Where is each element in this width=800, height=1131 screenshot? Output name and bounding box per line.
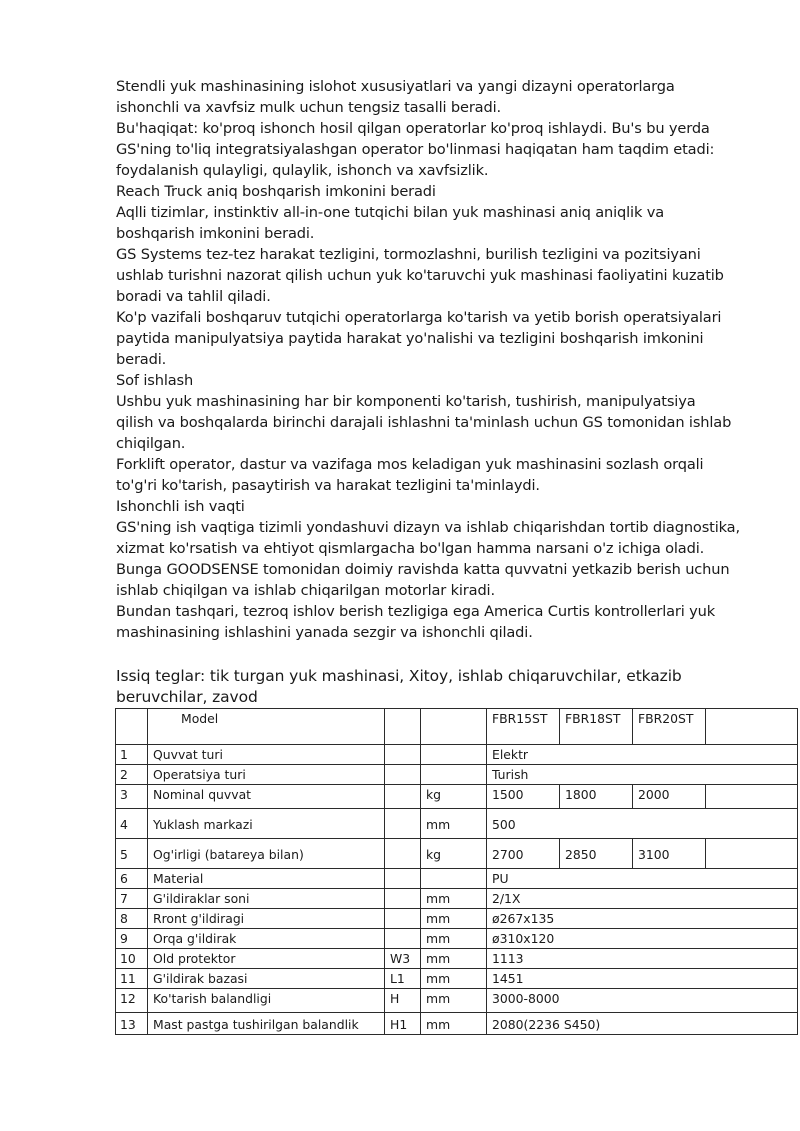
spec-header-model: Model — [148, 709, 385, 745]
spec-row-label: G'ildirak bazasi — [148, 969, 385, 989]
spec-row-label: G'ildiraklar soni — [148, 889, 385, 909]
article-line: Sof ishlash — [116, 372, 194, 389]
article-line: boradi va tahlil qiladi. — [116, 288, 271, 305]
spec-row — [116, 889, 798, 909]
spec-row-code — [385, 765, 421, 785]
spec-row-number: 4 — [116, 809, 148, 839]
article-line: Ushbu yuk mashinasining har bir komponenti ko'tarish, tushirish, manipulyatsiya — [116, 393, 696, 410]
spec-row — [116, 949, 798, 969]
article-line: paytida manipulyatsiya paytida harakat yo'nalishi va tezligini boshqarish imkonini — [116, 330, 704, 347]
spec-row-unit: mm — [421, 969, 487, 989]
spec-row-unit — [421, 869, 487, 889]
spec-row-value: Turish — [487, 765, 798, 785]
article-line: Ishonchli ish vaqti — [116, 498, 245, 515]
spec-row — [116, 785, 798, 809]
spec-value-fbr18st: 2850 — [560, 839, 633, 869]
spec-row-number: 7 — [116, 889, 148, 909]
spec-header-code — [385, 709, 421, 745]
spec-row — [116, 839, 798, 869]
spec-row-unit — [421, 765, 487, 785]
spec-row-unit: kg — [421, 839, 487, 869]
spec-row-number: 12 — [116, 989, 148, 1013]
spec-row-number: 8 — [116, 909, 148, 929]
spec-row — [116, 765, 798, 785]
article-line: Reach Truck aniq boshqarish imkonini beradi — [116, 183, 436, 200]
spec-row-unit: mm — [421, 989, 487, 1013]
spec-row-unit: kg — [421, 785, 487, 809]
spec-value-fbr20st: 2000 — [633, 785, 706, 809]
spec-row-label: Old protektor — [148, 949, 385, 969]
spec-row-unit: mm — [421, 889, 487, 909]
spec-row — [116, 989, 798, 1013]
spec-row-value: 1113 — [487, 949, 798, 969]
spec-row-label: Material — [148, 869, 385, 889]
spec-row-code — [385, 785, 421, 809]
spec-row-label: Operatsiya turi — [148, 765, 385, 785]
spec-row-label: Yuklash markazi — [148, 809, 385, 839]
article-line: xizmat ko'rsatish va ehtiyot qismlargacha bo'lgan hamma narsani o'z ichiga oladi. — [116, 540, 705, 557]
spec-row-value: PU — [487, 869, 798, 889]
spec-header-unit — [421, 709, 487, 745]
spec-header-row — [116, 709, 798, 745]
article-line: Stendli yuk mashinasining islohot xususiyatlari va yangi dizayni operatorlarga — [116, 78, 675, 95]
spec-row-code: L1 — [385, 969, 421, 989]
spec-row-number: 5 — [116, 839, 148, 869]
spec-row-value: 3000-8000 — [487, 989, 798, 1013]
spec-row-value: 500 — [487, 809, 798, 839]
spec-row-number: 10 — [116, 949, 148, 969]
article-line: Ko'p vazifali boshqaruv tutqichi operatorlarga ko'tarish va yetib borish operatsiyalari — [116, 309, 722, 326]
spec-row-value: ø267x135 — [487, 909, 798, 929]
article-line: Aqlli tizimlar, instinktiv all-in-one tutqichi bilan yuk mashinasi aniq aniqlik va — [116, 204, 665, 221]
spec-row — [116, 969, 798, 989]
spec-header-fbr15st: FBR15ST — [487, 709, 560, 745]
article-line: GS'ning ish vaqtiga tizimli yondashuvi dizayn va ishlab chiqarishdan tortib diagnostika, — [116, 519, 740, 536]
spec-row-number: 3 — [116, 785, 148, 809]
spec-header-num — [116, 709, 148, 745]
spec-value-fbr15st: 2700 — [487, 839, 560, 869]
spec-row-unit: mm — [421, 909, 487, 929]
spec-row-code — [385, 909, 421, 929]
spec-row-unit: mm — [421, 929, 487, 949]
spec-header-fbr18st: FBR18ST — [560, 709, 633, 745]
spec-row-code: H1 — [385, 1013, 421, 1035]
article-line: boshqarish imkonini beradi. — [116, 225, 315, 242]
article-line: ishonchli va xavfsiz mulk uchun tengsiz tasalli beradi. — [116, 99, 501, 116]
spec-row-code: W3 — [385, 949, 421, 969]
spec-row-value: ø310x120 — [487, 929, 798, 949]
spec-row-label: Ko'tarish balandligi — [148, 989, 385, 1013]
hot-tags-line-1: Issiq teglar: tik turgan yuk mashinasi, Xitoy, ishlab chiqaruvchilar, etkazib — [116, 667, 682, 685]
spec-row — [116, 869, 798, 889]
spec-row-number: 1 — [116, 745, 148, 765]
spec-row-label: Rront g'ildiragi — [148, 909, 385, 929]
spec-row-number: 2 — [116, 765, 148, 785]
spec-row-label: Mast pastga tushirilgan balandlik — [148, 1013, 385, 1035]
spec-row-label: Og'irligi (batareya bilan) — [148, 839, 385, 869]
spec-row-code: H — [385, 989, 421, 1013]
spec-header-fbr20st: FBR20ST — [633, 709, 706, 745]
hot-tags-line-2: beruvchilar, zavod — [116, 688, 258, 706]
spec-row — [116, 909, 798, 929]
spec-row-label: Orqa g'ildirak — [148, 929, 385, 949]
article-body — [116, 76, 756, 643]
article-line: ishlab chiqilgan va ishlab chiqarilgan motorlar kiradi. — [116, 582, 495, 599]
spec-row-code — [385, 745, 421, 765]
article-line: GS'ning to'liq integratsiyalashgan operator bo'linmasi haqiqatan ham taqdim etadi: — [116, 141, 715, 158]
article-line: Forklift operator, dastur va vazifaga mos keladigan yuk mashinasini sozlash orqali — [116, 456, 704, 473]
article-line: ushlab turishni nazorat qilish uchun yuk ko'taruvchi yuk mashinasi faoliyatini kuzatib — [116, 267, 724, 284]
article-line: chiqilgan. — [116, 435, 186, 452]
spec-row-value: 2080(2236 S450) — [487, 1013, 798, 1035]
article-line: qilish va boshqalarda birinchi darajali ishlashni ta'minlash uchun GS tomonidan ishlab — [116, 414, 732, 431]
article-line: Bu'haqiqat: ko'proq ishonch hosil qilgan operatorlar ko'proq ishlaydi. Bu's bu yerda — [116, 120, 710, 137]
spec-row-unit — [421, 745, 487, 765]
spec-row-code — [385, 839, 421, 869]
spec-value-fbr20st: 3100 — [633, 839, 706, 869]
spec-row-unit: mm — [421, 949, 487, 969]
article-line: Bundan tashqari, tezroq ishlov berish tezligiga ega America Curtis kontrollerlari yuk — [116, 603, 716, 620]
spec-value-fbr15st: 1500 — [487, 785, 560, 809]
spec-row-value: Elektr — [487, 745, 798, 765]
hot-tags — [116, 666, 716, 708]
spec-row-code — [385, 889, 421, 909]
spec-table-body — [116, 709, 798, 1035]
spec-row — [116, 745, 798, 765]
spec-row — [116, 809, 798, 839]
article-line: to'g'ri ko'tarish, pasaytirish va harakat tezligini ta'minlaydi. — [116, 477, 540, 494]
spec-row-label: Nominal quvvat — [148, 785, 385, 809]
spec-row — [116, 929, 798, 949]
spec-value-fbr18st: 1800 — [560, 785, 633, 809]
spec-row-number: 9 — [116, 929, 148, 949]
article-line: beradi. — [116, 351, 167, 368]
spec-row-code — [385, 809, 421, 839]
spec-row — [116, 1013, 798, 1035]
article-line: GS Systems tez-tez harakat tezligini, tormozlashni, burilish tezligini va pozitsiyani — [116, 246, 701, 263]
spec-row-label: Quvvat turi — [148, 745, 385, 765]
spec-row-code — [385, 929, 421, 949]
article-line: foydalanish qulayligi, qulaylik, ishonch va xavfsizlik. — [116, 162, 489, 179]
spec-header-extra — [706, 709, 798, 745]
spec-table — [115, 708, 798, 1035]
article-line: mashinasining ishlashini yanada sezgir va ishonchli qiladi. — [116, 624, 533, 641]
spec-empty-cell — [706, 785, 798, 809]
spec-row-number: 11 — [116, 969, 148, 989]
spec-row-value: 2/1X — [487, 889, 798, 909]
spec-row-number: 13 — [116, 1013, 148, 1035]
spec-empty-cell — [706, 839, 798, 869]
article-line: Bunga GOODSENSE tomonidan doimiy ravishda katta quvvatni yetkazib berish uchun — [116, 561, 730, 578]
spec-row-number: 6 — [116, 869, 148, 889]
spec-row-unit: mm — [421, 809, 487, 839]
spec-row-code — [385, 869, 421, 889]
spec-row-value: 1451 — [487, 969, 798, 989]
spec-row-unit: mm — [421, 1013, 487, 1035]
